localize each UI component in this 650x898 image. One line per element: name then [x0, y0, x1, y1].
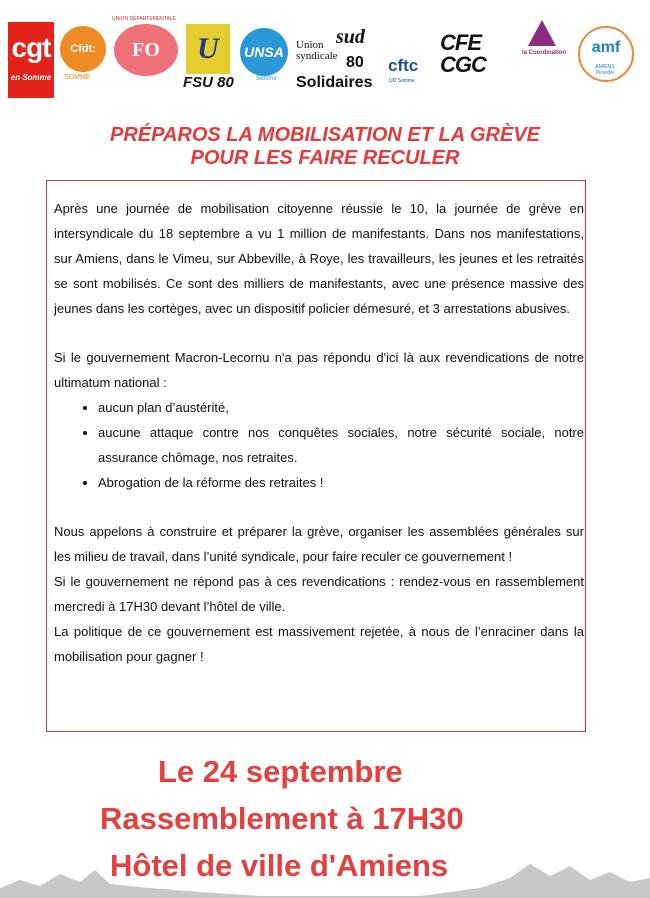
event-place: Hôtel de ville d'Amiens [110, 848, 449, 883]
fsu-logo: U [186, 24, 230, 74]
crowd-silhouette-decoration [0, 858, 650, 898]
cftc-subtitle: UD Somme [389, 78, 415, 84]
solidaires-logo: Solidaires [296, 74, 373, 91]
unsa-logo: UNSA [240, 28, 288, 76]
demands-list [54, 395, 584, 495]
spacer [54, 321, 584, 345]
cgt-logo: cgt en Somme [8, 22, 54, 98]
cfdt-subtitle: SOMME [64, 74, 91, 81]
amf-subtitle: AMIENS Picardie [595, 64, 615, 76]
fsu-subtitle: FSU 80 [183, 74, 234, 91]
paragraph-call: Nous appelons à construire et préparer la grève, organiser les assemblées générales sur les milieu de travail, dans l’unité syndicale, pour faire reculer ce gouvernement ! [54, 524, 584, 564]
title-line-2: POUR LES FAIRE RECULER [190, 147, 460, 169]
event-time: Rassemblement à 17H30 [100, 801, 464, 836]
coordination-triangle-icon [528, 20, 556, 46]
title-line-1: PRÉPAROS LA MOBILISATION ET LA GRÈVE [109, 124, 541, 146]
page-title [0, 124, 650, 170]
solidaires-sud-label: sud [336, 26, 365, 48]
paragraph-intro: Après une journée de mobilisation citoyenne réussie le 10, la journée de grève en intersyndicale du 18 septembre a vu 1 million de manifestants. Dans nos manifestations, sur Amiens, dans le Vimeu, sur Abbeville, à Roye, les travailleurs, les jeunes et les retraités se sont mobilisés. Ce sont des milliers de manifestants, avec une présence massive des jeunes dans les cortèges, avec un dispositif policier démesuré, et 3 arrestations abusives. [54, 201, 584, 316]
paragraph-conclusion: La politique de ce gouvernement est massivement rejetée, à nous de l’enraciner dans la mobilisation pour gagner ! [54, 624, 584, 664]
paragraph-rendezvous: Si le gouvernement ne répond pas à ces revendications : rendez-vous en rassemblement mercredi à 17H30 devant l’hôtel de ville. [54, 574, 584, 614]
paragraph-ultimatum: Si le gouvernement Macron-Lecornu n'a pas répondu d'ici là aux revendications de notre ultimatum national : [54, 350, 584, 390]
fo-logo: FO [114, 24, 178, 76]
union-logos-row [0, 14, 650, 92]
fo-subtitle: UNION DÉPARTEMENTALE [112, 16, 176, 22]
list-item: • Abrogation de la réforme des retraites ! [98, 470, 584, 495]
amf-logo: amf [578, 26, 634, 82]
solidaires-union-label: Union syndicale [296, 39, 338, 62]
list-item: • aucune attaque contre nos conquêtes sociales, notre sécurité sociale, notre assurance chômage, nos retraites. [98, 420, 584, 470]
spacer [54, 495, 584, 519]
solidaires-number: 80 [346, 54, 364, 71]
event-date: Le 24 septembre [158, 754, 403, 789]
list-item: • aucun plan d’austérité, [98, 395, 584, 420]
coordination-logo: la Coordination [522, 50, 566, 56]
cftc-logo: cftc [388, 56, 419, 75]
cfdt-logo: Cfdt: [60, 26, 106, 72]
unsa-subtitle: Somme [256, 76, 277, 82]
cfe-cgc-logo: CFE CGC [440, 30, 486, 77]
body-text [54, 196, 584, 669]
